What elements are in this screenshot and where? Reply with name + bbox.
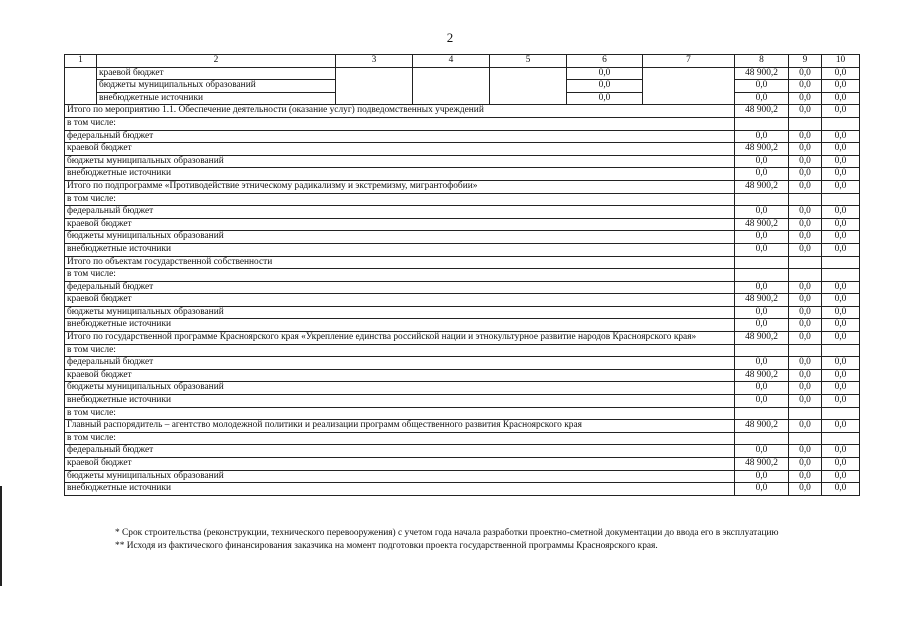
row-label: Итого по мероприятию 1.1. Обеспечение деятельности (оказание услуг) подведомственных учреждений: [65, 105, 735, 118]
value-col10: 0,0: [822, 420, 860, 433]
value-col10: [822, 117, 860, 130]
value-col8: [735, 344, 789, 357]
value-col10: 0,0: [822, 294, 860, 307]
value-col10: 0,0: [822, 243, 860, 256]
value-col8: 48 900,2: [735, 180, 789, 193]
value-col8: 0,0: [735, 382, 789, 395]
value-col9: 0,0: [789, 357, 822, 370]
table-row: [65, 432, 860, 445]
column-header: 3: [336, 55, 413, 68]
table-row: [65, 168, 860, 181]
value-col10: 0,0: [822, 470, 860, 483]
footnote-financing: ** Исходя из фактического финансирования заказчика на момент подготовки проекта государственной программы Красноярского края.: [115, 541, 658, 551]
row-label: в том числе:: [65, 407, 735, 420]
value-col8: 0,0: [735, 80, 789, 93]
value-col8: 0,0: [735, 395, 789, 408]
table-row: [65, 130, 860, 143]
table-row: [65, 105, 860, 118]
table-row: [65, 67, 860, 80]
value-col9: 0,0: [789, 294, 822, 307]
value-col10: 0,0: [822, 130, 860, 143]
value-col10: 0,0: [822, 319, 860, 332]
value-col10: 0,0: [822, 357, 860, 370]
column-header: 10: [822, 55, 860, 68]
value-col8: 48 900,2: [735, 332, 789, 345]
row-label: в том числе:: [65, 344, 735, 357]
footnote-construction-term: * Срок строительства (реконструкции, технического перевооружения) с учетом года начала разработки проектно-сметной документации до ввода его в эксплуатацию: [115, 528, 779, 538]
value-col9: 0,0: [789, 231, 822, 244]
value-col8: 48 900,2: [735, 458, 789, 471]
row-label: краевой бюджет: [65, 369, 735, 382]
table-row: [65, 407, 860, 420]
table-row: [65, 369, 860, 382]
row-label: краевой бюджет: [65, 294, 735, 307]
value-col8: 0,0: [735, 243, 789, 256]
row-label: Итого по подпрограмме «Противодействие этническому радикализму и экстремизму, мигрантофобии»: [65, 180, 735, 193]
table-row: [65, 256, 860, 269]
blank-cell: [413, 67, 490, 105]
value-col9: 0,0: [789, 218, 822, 231]
table-row: [65, 143, 860, 156]
budget-table: [64, 54, 860, 496]
value-col10: [822, 269, 860, 282]
row-label: федеральный бюджет: [65, 445, 735, 458]
value-col9: 0,0: [789, 180, 822, 193]
row-label: краевой бюджет: [65, 143, 735, 156]
value-col8: 0,0: [735, 281, 789, 294]
value-col9: 0,0: [789, 483, 822, 496]
value-col9: 0,0: [789, 105, 822, 118]
column-header: 4: [413, 55, 490, 68]
row-label: внебюджетные источники: [97, 92, 336, 105]
value-col9: [789, 256, 822, 269]
row-label: бюджеты муниципальных образований: [65, 382, 735, 395]
value-col6: 0,0: [567, 80, 643, 93]
table-row: [65, 117, 860, 130]
value-col10: 0,0: [822, 105, 860, 118]
row-label: бюджеты муниципальных образований: [65, 306, 735, 319]
value-col9: 0,0: [789, 80, 822, 93]
value-col9: 0,0: [789, 369, 822, 382]
value-col8: 0,0: [735, 306, 789, 319]
value-col9: [789, 193, 822, 206]
value-col10: 0,0: [822, 483, 860, 496]
value-col9: [789, 117, 822, 130]
value-col10: [822, 432, 860, 445]
value-col8: 0,0: [735, 206, 789, 219]
scan-edge-mark: [0, 486, 2, 586]
value-col8: [735, 269, 789, 282]
value-col6: 0,0: [567, 92, 643, 105]
row-label: краевой бюджет: [65, 458, 735, 471]
value-col8: 48 900,2: [735, 218, 789, 231]
value-col10: 0,0: [822, 143, 860, 156]
row-label: федеральный бюджет: [65, 357, 735, 370]
value-col9: 0,0: [789, 420, 822, 433]
table-row: [65, 306, 860, 319]
row-label: бюджеты муниципальных образований: [65, 155, 735, 168]
value-col10: 0,0: [822, 382, 860, 395]
value-col9: 0,0: [789, 319, 822, 332]
blank-cell: [65, 67, 97, 105]
value-col10: 0,0: [822, 445, 860, 458]
row-label: внебюджетные источники: [65, 483, 735, 496]
column-header: 7: [643, 55, 735, 68]
table-row: [65, 180, 860, 193]
blank-cell: [336, 67, 413, 105]
blank-cell: [643, 67, 735, 105]
value-col6: 0,0: [567, 67, 643, 80]
value-col9: 0,0: [789, 206, 822, 219]
value-col10: 0,0: [822, 458, 860, 471]
table-row: [65, 218, 860, 231]
value-col10: 0,0: [822, 332, 860, 345]
row-label: внебюджетные источники: [65, 168, 735, 181]
value-col8: 0,0: [735, 231, 789, 244]
value-col9: [789, 344, 822, 357]
column-header: 6: [567, 55, 643, 68]
row-label: в том числе:: [65, 269, 735, 282]
value-col8: 0,0: [735, 92, 789, 105]
value-col8: 0,0: [735, 357, 789, 370]
row-label: в том числе:: [65, 432, 735, 445]
value-col9: 0,0: [789, 155, 822, 168]
value-col10: 0,0: [822, 168, 860, 181]
row-label: в том числе:: [65, 193, 735, 206]
table-row: [65, 483, 860, 496]
table-row: [65, 382, 860, 395]
value-col8: 0,0: [735, 155, 789, 168]
value-col9: [789, 269, 822, 282]
row-label: бюджеты муниципальных образований: [65, 470, 735, 483]
page-number: 2: [446, 30, 454, 45]
value-col9: 0,0: [789, 445, 822, 458]
value-col9: 0,0: [789, 281, 822, 294]
column-header: 8: [735, 55, 789, 68]
value-col8: 48 900,2: [735, 420, 789, 433]
value-col8: [735, 117, 789, 130]
blank-cell: [490, 67, 567, 105]
value-col9: 0,0: [789, 470, 822, 483]
value-col10: 0,0: [822, 306, 860, 319]
table-row: [65, 294, 860, 307]
value-col8: [735, 256, 789, 269]
table-row: [65, 281, 860, 294]
table-row: [65, 332, 860, 345]
value-col9: 0,0: [789, 92, 822, 105]
value-col10: 0,0: [822, 92, 860, 105]
row-label: Главный распорядитель – агентство молодежной политики и реализации программ общественного развития Красноярского края: [65, 420, 735, 433]
table-row: [65, 357, 860, 370]
column-header: 5: [490, 55, 567, 68]
column-header-row: [65, 55, 860, 68]
value-col8: [735, 193, 789, 206]
value-col10: 0,0: [822, 231, 860, 244]
row-label: Итого по объектам государственной собственности: [65, 256, 735, 269]
table-row: [65, 395, 860, 408]
column-header: 9: [789, 55, 822, 68]
value-col10: 0,0: [822, 155, 860, 168]
value-col10: [822, 344, 860, 357]
value-col9: 0,0: [789, 382, 822, 395]
value-col9: 0,0: [789, 332, 822, 345]
table-row: [65, 445, 860, 458]
row-label: Итого по государственной программе Красноярского края «Укрепление единства российской нации и этнокультурное развитие народов Красноярского края»: [65, 332, 735, 345]
value-col10: 0,0: [822, 80, 860, 93]
row-label: в том числе:: [65, 117, 735, 130]
value-col9: 0,0: [789, 67, 822, 80]
value-col8: 0,0: [735, 319, 789, 332]
value-col9: [789, 407, 822, 420]
value-col8: 0,0: [735, 470, 789, 483]
value-col10: [822, 407, 860, 420]
row-label: внебюджетные источники: [65, 319, 735, 332]
value-col8: [735, 407, 789, 420]
value-col10: 0,0: [822, 218, 860, 231]
row-label: бюджеты муниципальных образований: [65, 231, 735, 244]
value-col8: 48 900,2: [735, 369, 789, 382]
value-col10: 0,0: [822, 369, 860, 382]
value-col8: [735, 432, 789, 445]
row-label: бюджеты муниципальных образований: [97, 80, 336, 93]
table-row: [65, 470, 860, 483]
table-row: [65, 420, 860, 433]
value-col8: 0,0: [735, 445, 789, 458]
footnotes: [115, 527, 779, 553]
table-row: [65, 206, 860, 219]
value-col10: 0,0: [822, 180, 860, 193]
value-col8: 0,0: [735, 130, 789, 143]
row-label: краевой бюджет: [97, 67, 336, 80]
value-col10: [822, 193, 860, 206]
table-row: [65, 319, 860, 332]
row-label: федеральный бюджет: [65, 206, 735, 219]
value-col9: 0,0: [789, 130, 822, 143]
table-row: [65, 155, 860, 168]
value-col8: 48 900,2: [735, 67, 789, 80]
table-row: [65, 269, 860, 282]
row-label: федеральный бюджет: [65, 130, 735, 143]
value-col8: 48 900,2: [735, 294, 789, 307]
value-col8: 48 900,2: [735, 143, 789, 156]
table-row: [65, 231, 860, 244]
value-col10: 0,0: [822, 67, 860, 80]
value-col10: [822, 256, 860, 269]
row-label: внебюджетные источники: [65, 243, 735, 256]
value-col9: 0,0: [789, 458, 822, 471]
value-col9: [789, 432, 822, 445]
value-col8: 48 900,2: [735, 105, 789, 118]
row-label: внебюджетные источники: [65, 395, 735, 408]
table-row: [65, 344, 860, 357]
value-col10: 0,0: [822, 395, 860, 408]
value-col8: 0,0: [735, 168, 789, 181]
value-col10: 0,0: [822, 206, 860, 219]
table-row: [65, 193, 860, 206]
table-row: [65, 458, 860, 471]
value-col10: 0,0: [822, 281, 860, 294]
value-col9: 0,0: [789, 143, 822, 156]
value-col9: 0,0: [789, 168, 822, 181]
value-col9: 0,0: [789, 306, 822, 319]
value-col9: 0,0: [789, 395, 822, 408]
value-col8: 0,0: [735, 483, 789, 496]
column-header: 1: [65, 55, 97, 68]
table-row: [65, 243, 860, 256]
column-header: 2: [97, 55, 336, 68]
row-label: федеральный бюджет: [65, 281, 735, 294]
row-label: краевой бюджет: [65, 218, 735, 231]
value-col9: 0,0: [789, 243, 822, 256]
